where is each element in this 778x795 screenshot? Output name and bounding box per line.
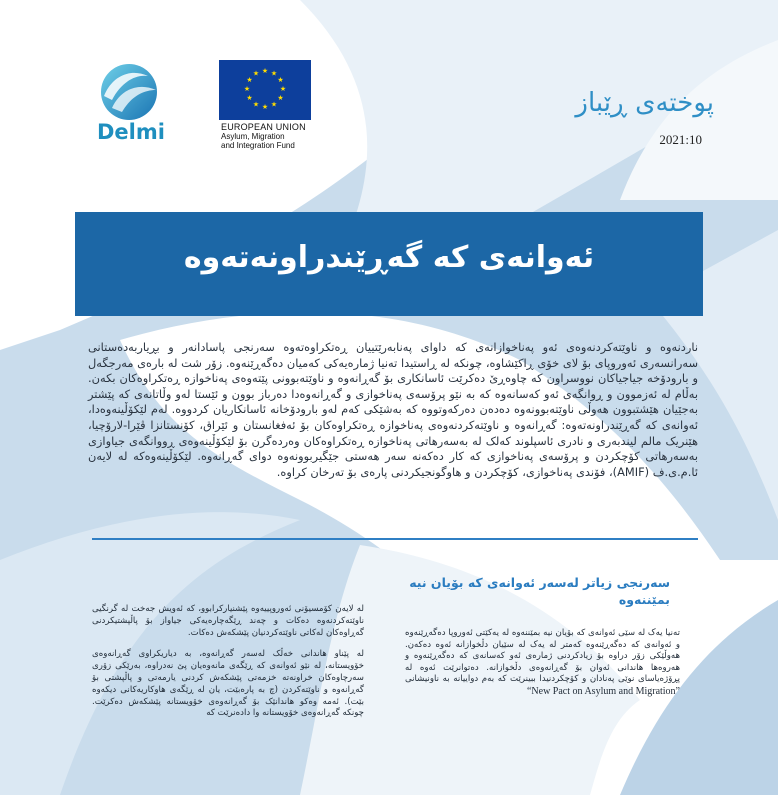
eu-fund-line2: and Integration Fund: [221, 141, 295, 150]
svg-text:★: ★: [252, 69, 260, 78]
right-column-text: [405, 628, 680, 699]
left-paragraph-2: لە پێناو هاندانی خەڵک لەسەر گەڕانەوە، بە دیاریکراوی گەڕانەوەی خۆویستانە، لە نێو ئەوانەی کە ڕێگەی مانەوەیان پێ نەدراوە، بەرێکی زۆری سەرچاوەکان خراونەتە خزمەتی پێشکەش کردنی یارمەتی و پاڵپشتی بۆ گەڕانەوە و ناوێتەکردن (چ بە پارەبێت، یان لە ڕێگەی هاوکاریەکانی دیکەوە بێت). ئەمە وەکو هاندانێک بۆ گەڕانەوەی خۆویستانە پێشکەش دەکرێت. چونکە گەڕانەوەی خۆویستانە وا دادەنرێت کە: [92, 649, 364, 719]
svg-text:★: ★: [279, 85, 287, 93]
left-column-text: [92, 604, 364, 730]
svg-text:★: ★: [261, 67, 269, 75]
title-banner: [75, 212, 703, 316]
left-paragraph-1: لە لایەن کۆمسیۆنی ئەوروپییەوە پێشنیارکرابوو، کە ئەویش جەخت لە گرنگیی ناوێتەکردنەوە دەکات و چەند ڕێگەچارەیەکی جیاواز بۆ پاڵپشتیکردنی گەڕاوەکان لەکاتی ناوێتەکردنیان پێشکەش دەکات.: [92, 604, 364, 638]
right-column-heading: سەرنجی زیاتر لەسەر ئەوانەی کە بۆیان نیە بمێننەوە: [409, 575, 670, 607]
eu-fund-line1: Asylum, Migration: [221, 132, 285, 141]
eu-name: EUROPEAN UNION: [221, 122, 306, 132]
svg-text:★: ★: [270, 69, 278, 78]
svg-text:★: ★: [252, 100, 260, 109]
main-summary: [88, 340, 698, 480]
brief-date: 2021:10: [659, 132, 702, 147]
svg-text:★: ★: [246, 76, 253, 84]
svg-text:★: ★: [246, 94, 253, 102]
svg-text:★: ★: [243, 85, 251, 93]
eu-logo-caption: [221, 123, 341, 150]
right-column-paragraph: تەنیا یەک لە سێی ئەوانەی کە بۆیان نیە بمێننەوە لە یەکێتی ئەوروپا دەگەڕێنەوە و ئەوانەی کە دەگەڕێنەوە کەمتر لە یەک لە سێیان دڵخوازانە ئەوە دەکەن. هەوڵێکی زۆر دراوە بۆ زیادکردنی ژمارەی ئەو کەسانەی کە دەگەڕێنەوە و هەروەها هاندانی ئەوان بۆ گەڕانەوەی دڵخوازانە. دەتوانرێت ئەوە لە پڕۆژەیاسای نوێی پەنادان و کۆچکردنیدا ببینرێت کە بەم دواییانە بە ناونیشانی: [405, 628, 680, 685]
pact-quote: “New Pact on Asylum and Migration”: [526, 685, 680, 697]
delmi-logo-text: Delmi: [97, 120, 165, 144]
svg-text:★: ★: [277, 94, 284, 102]
page-title: ئەوانەی کە گەڕێندراونەتەوە: [183, 240, 595, 275]
brief-title: پوختەی ڕێباز: [575, 88, 714, 118]
section-divider: [92, 538, 698, 540]
summary-paragraph: ناردنەوە و ناوێتەکردنەوەی ئەو پەناخوازانەی کە داوای پەنابەرێتییان ڕەتکراوەتەوە سەرنجی پاسادانەر و بڕیاربەدەستانی سەرانسەری ئەوروپای بۆ لای خۆی ڕاکێشاوە، چونکە لە ڕاستیدا تەنیا ژمارەیەکی کەمیان دەگەڕێنەوە. زۆر شت لە بارەی مەرجگەل و بارودۆخە جیاجیاکان نووسراون کە چاوەڕێ دەکرێت ئاسانکاری بۆ گەڕانەوە و ناوێتەبوونی پێتەوەی پەناخوازە ڕەتکراوەکان بکەن. بەڵام لە ئەزموون و ڕوانگەی ئەو کەسانەوە کە بە نێو پرۆسەی پەناخوازی و گەڕانەوەدا دەرباز بوون و ئێستا لەو وڵاتانەی کە پێشتر بەجێیان هێشتبوون هەوڵی ناوێتەبوونەوە دەدەن دەرکەوتووە کە بەشێکی کەم لەو بارودۆخانە ئاسانکاریان کردووە. لەم لێکۆڵینەوەدا، ئەوانەی کە گەڕێندراونەتەوە: گەڕانەوە و ناوێتەکردنەوەی پەناخوازە ڕەتکراوەکان بۆ ئەفغانستان و ئێراق، کۆنستانزا ڤێرا-لارۆچیا، هێنریک مالم لیندبەری و نادری ئاسپلوند کەلک لە بەسەرهاتی پەناخوازە ڕەتکراوەکان وەردەگرن بۆ لێکۆڵینەوەی ڕووانگەی جیاوازی بەسەرهاتی کۆچکردن و پرۆسەی پەناخوازی کە کار دەکەنە سەر هەستی جێگیربوونەوە دوای گەڕانەوە. لێکۆڵینەوەکە لە لایەن ئا.م.ی.ف (AMIF)، فۆندی پەناخوازی، کۆچکردن و هاوگونجیکردنی پارەی بۆ تەرخان کراوە.: [88, 340, 698, 479]
svg-text:★: ★: [261, 103, 269, 111]
svg-text:★: ★: [277, 76, 284, 84]
svg-text:★: ★: [270, 100, 278, 109]
eu-flag-icon: [219, 60, 311, 120]
